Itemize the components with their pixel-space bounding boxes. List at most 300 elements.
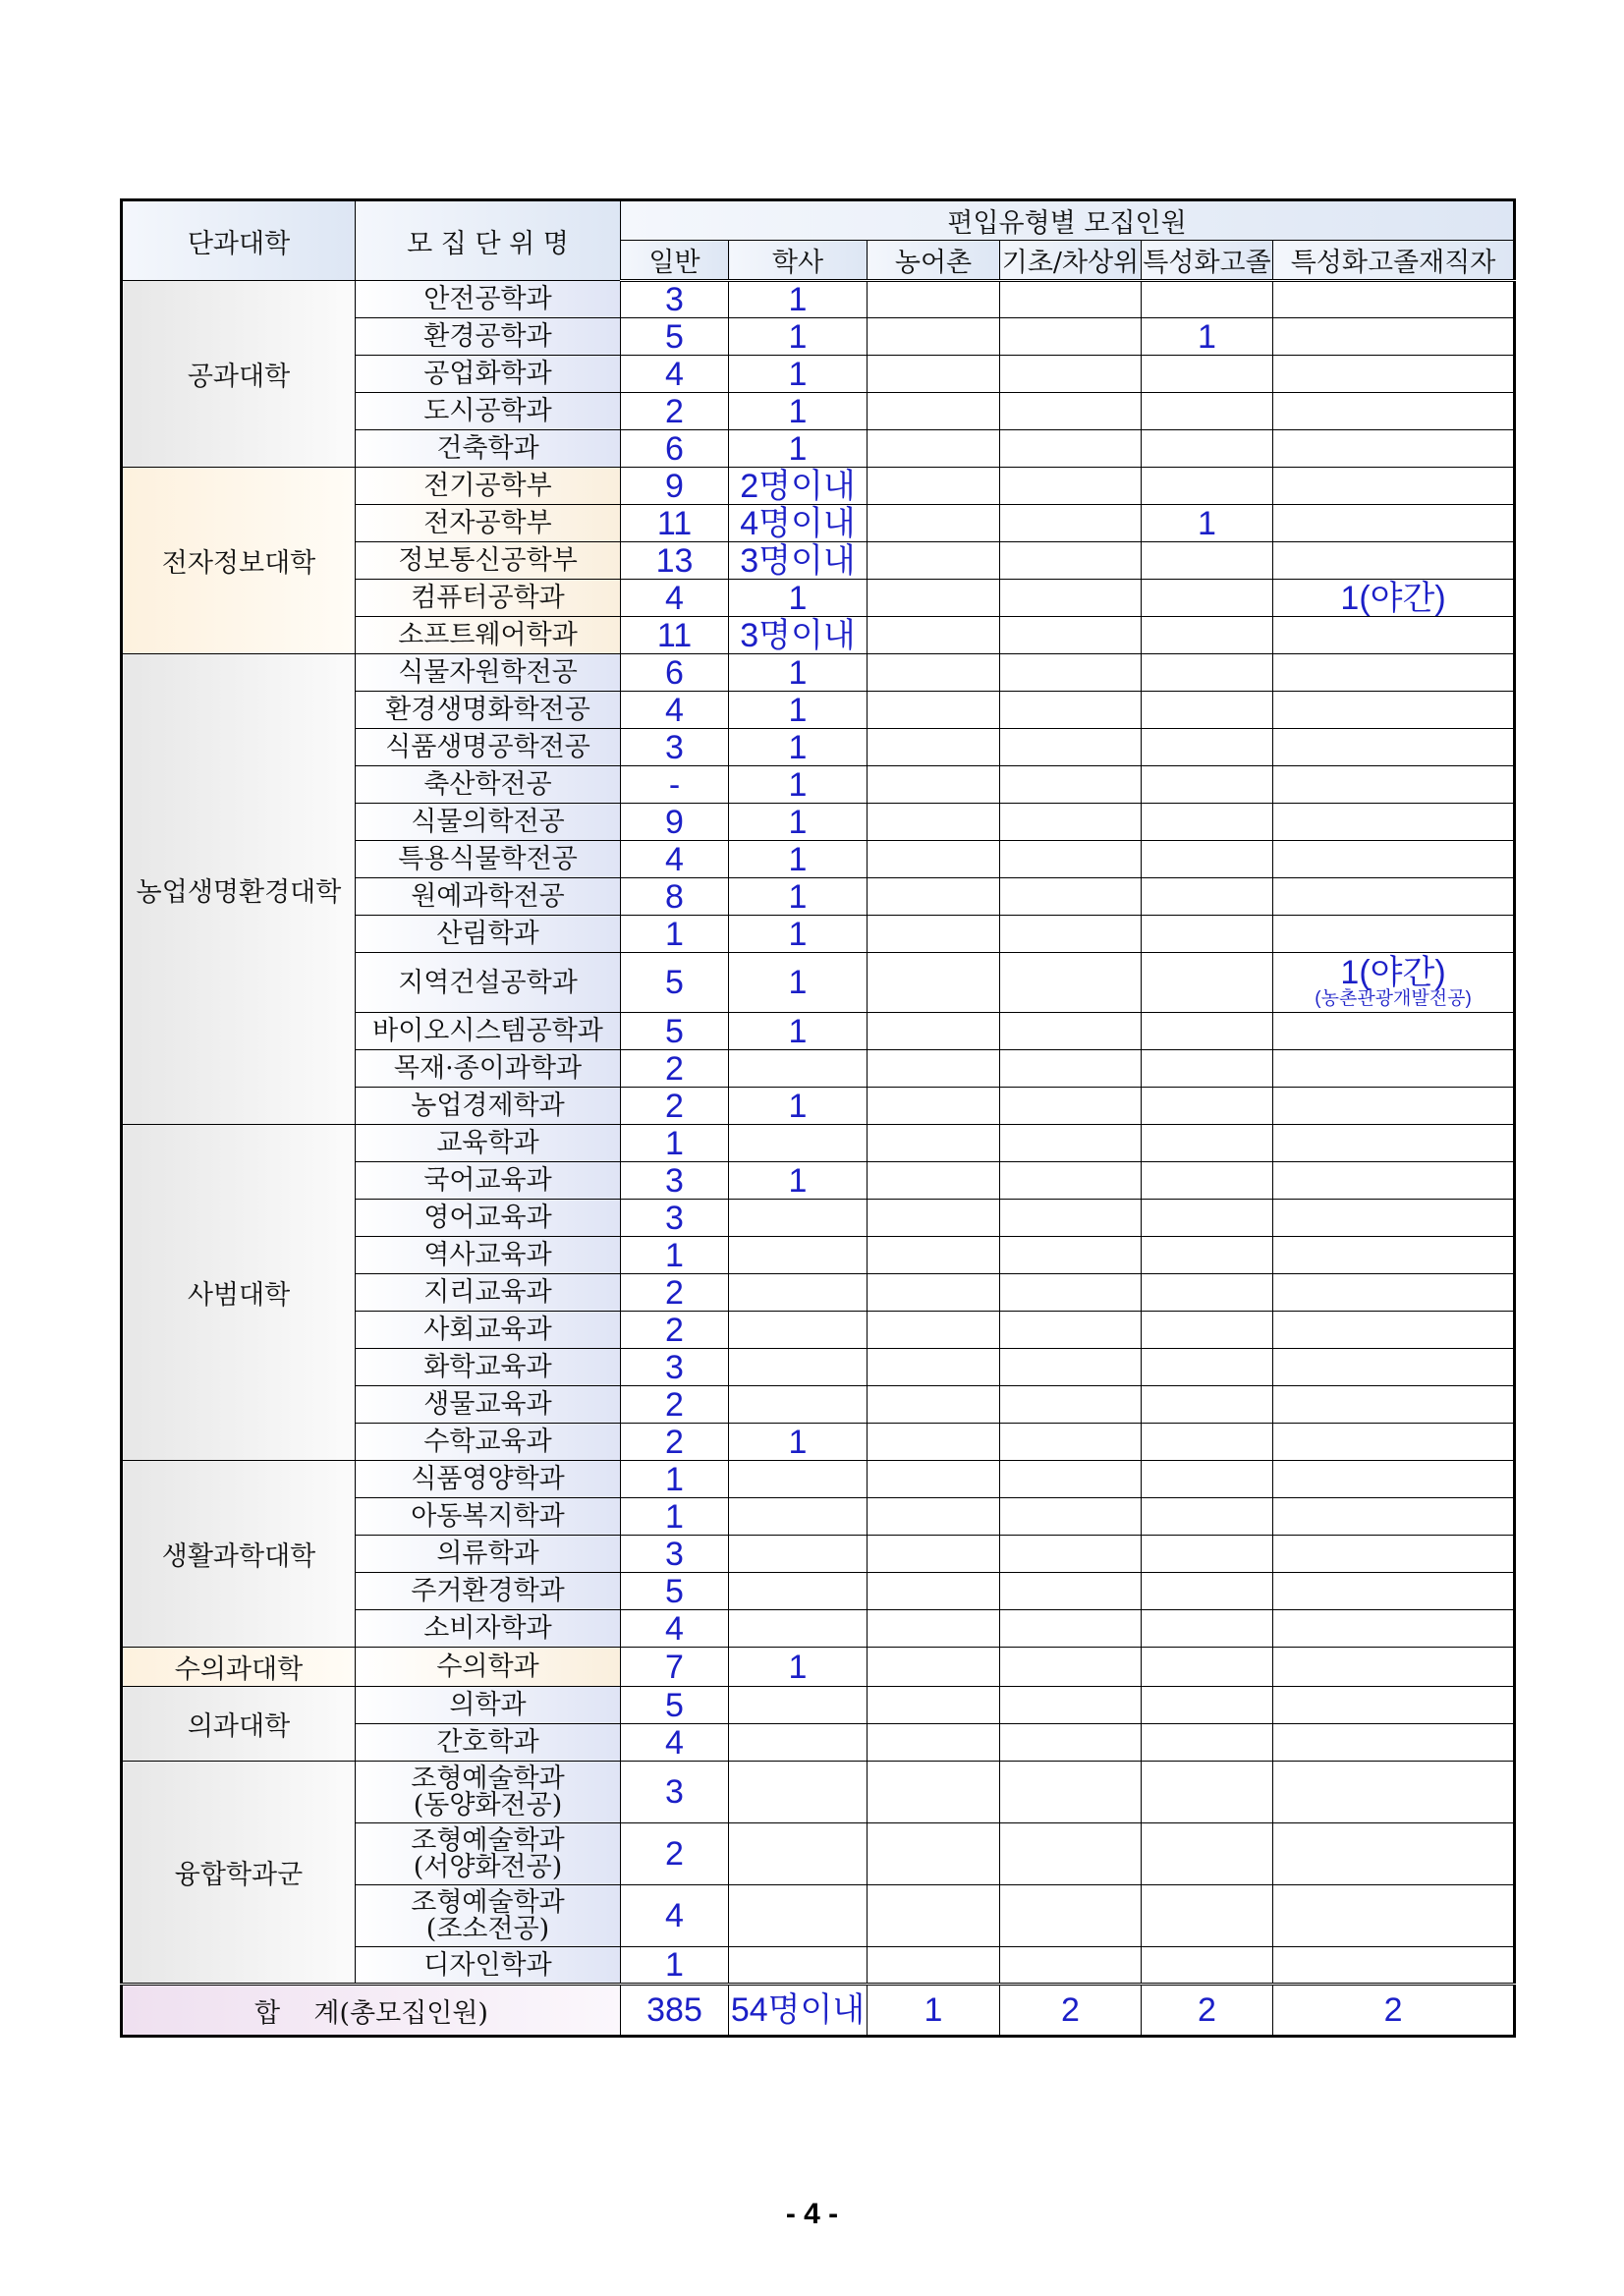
cell-low-income <box>1000 1947 1142 1985</box>
department-name: 환경생명화학전공 <box>356 692 621 729</box>
cell-general: 2 <box>621 1312 729 1349</box>
table-body <box>122 281 1515 1985</box>
department-name: 전기공학부 <box>356 468 621 505</box>
cell-rural <box>868 729 1000 766</box>
cell-bachelor: 1 <box>729 1013 868 1050</box>
cell-rural <box>868 654 1000 692</box>
cell-vocational-employed <box>1273 878 1515 916</box>
cell-vocational <box>1142 1088 1273 1125</box>
cell-bachelor: 1 <box>729 430 868 468</box>
cell-bachelor: 1 <box>729 281 868 318</box>
cell-general: 11 <box>621 505 729 542</box>
cell-bachelor: 1 <box>729 1648 868 1687</box>
cell-general: 5 <box>621 953 729 1013</box>
department-name: 교육학과 <box>356 1125 621 1162</box>
cell-vocational-employed <box>1273 617 1515 654</box>
cell-bachelor: 1 <box>729 1162 868 1200</box>
cell-vocational-employed <box>1273 281 1515 318</box>
department-name: 영어교육과 <box>356 1200 621 1237</box>
department-name: 의학과 <box>356 1687 621 1724</box>
college-name: 생활과학대학 <box>122 1461 356 1648</box>
header-row-top <box>122 200 1515 241</box>
cell-bachelor <box>729 1125 868 1162</box>
cell-low-income <box>1000 1687 1142 1724</box>
department-name: 식품영양학과 <box>356 1461 621 1498</box>
cell-low-income <box>1000 1536 1142 1573</box>
cell-vocational-employed <box>1273 1573 1515 1610</box>
department-name <box>356 1823 621 1885</box>
cell-vocational <box>1142 878 1273 916</box>
cell-rural <box>868 1648 1000 1687</box>
department-name-line2: (서양화전공) <box>413 1852 563 1882</box>
cell-general: 9 <box>621 804 729 841</box>
cell-vocational-employed <box>1273 766 1515 804</box>
cell-rural <box>868 916 1000 953</box>
cell-bachelor <box>729 1947 868 1985</box>
cell-low-income <box>1000 729 1142 766</box>
page-number: - 4 - <box>785 2198 839 2230</box>
college-name: 융합학과군 <box>122 1762 356 1985</box>
cell-general: 6 <box>621 430 729 468</box>
cell-low-income <box>1000 1823 1142 1885</box>
cell-vocational-employed <box>1273 1088 1515 1125</box>
total-label: 합 계(총모집인원) <box>122 1985 621 2037</box>
department-name-line1: 조형예술학과 <box>411 1825 565 1856</box>
cell-vocational-employed <box>1273 430 1515 468</box>
cell-general: 5 <box>621 1013 729 1050</box>
cell-vocational <box>1142 1312 1273 1349</box>
cell-general: 3 <box>621 1200 729 1237</box>
cell-general: 4 <box>621 692 729 729</box>
cell-general: 5 <box>621 1573 729 1610</box>
cell-general: 8 <box>621 878 729 916</box>
cell-general: 3 <box>621 1162 729 1200</box>
cell-rural <box>868 430 1000 468</box>
cell-vocational-employed <box>1273 1724 1515 1762</box>
cell-vocational-employed <box>1273 804 1515 841</box>
cell-vocational <box>1142 1573 1273 1610</box>
cell-vocational <box>1142 953 1273 1013</box>
department-name: 산림학과 <box>356 916 621 953</box>
cell-rural <box>868 1762 1000 1823</box>
cell-vocational-employed <box>1273 1424 1515 1461</box>
cell-low-income <box>1000 1648 1142 1687</box>
cell-general: 1 <box>621 1125 729 1162</box>
cell-vocational <box>1142 1162 1273 1200</box>
cell-bachelor: 1 <box>729 878 868 916</box>
cell-bachelor <box>729 1349 868 1386</box>
cell-general: 13 <box>621 542 729 580</box>
cell-vocational-employed <box>1273 1162 1515 1200</box>
cell-general: 3 <box>621 729 729 766</box>
cell-general: 1 <box>621 916 729 953</box>
department-name-line1: 조형예술학과 <box>411 1764 565 1794</box>
total-low-income: 2 <box>1000 1985 1142 2037</box>
college-name: 사범대학 <box>122 1125 356 1461</box>
cell-low-income <box>1000 953 1142 1013</box>
header-unit: 모 집 단 위 명 <box>356 200 621 281</box>
cell-value: 1(야간) <box>1340 954 1446 991</box>
cell-general: 2 <box>621 1088 729 1125</box>
cell-vocational-employed <box>1273 1050 1515 1088</box>
cell-low-income <box>1000 1088 1142 1125</box>
department-name: 컴퓨터공학과 <box>356 580 621 617</box>
department-name <box>356 1885 621 1947</box>
cell-vocational <box>1142 430 1273 468</box>
cell-low-income <box>1000 1349 1142 1386</box>
cell-general: 3 <box>621 1349 729 1386</box>
cell-vocational <box>1142 692 1273 729</box>
cell-low-income <box>1000 1724 1142 1762</box>
table-row <box>122 281 1515 318</box>
total-row <box>122 1985 1515 2037</box>
cell-rural <box>868 1312 1000 1349</box>
department-name: 농업경제학과 <box>356 1088 621 1125</box>
cell-low-income <box>1000 281 1142 318</box>
cell-general: 1 <box>621 1237 729 1274</box>
cell-vocational-employed <box>1273 542 1515 580</box>
cell-vocational-employed <box>1273 1885 1515 1947</box>
cell-general: - <box>621 766 729 804</box>
cell-general: 4 <box>621 356 729 393</box>
cell-general: 7 <box>621 1648 729 1687</box>
department-name: 전자공학부 <box>356 505 621 542</box>
cell-rural <box>868 1200 1000 1237</box>
cell-vocational-employed <box>1273 1349 1515 1386</box>
college-name: 전자정보대학 <box>122 468 356 654</box>
table-row <box>122 468 1515 505</box>
department-name: 축산학전공 <box>356 766 621 804</box>
cell-rural <box>868 1349 1000 1386</box>
cell-bachelor <box>729 1312 868 1349</box>
cell-general: 4 <box>621 1724 729 1762</box>
cell-low-income <box>1000 1573 1142 1610</box>
table-row <box>122 1648 1515 1687</box>
cell-rural <box>868 1424 1000 1461</box>
department-name: 주거환경학과 <box>356 1573 621 1610</box>
cell-bachelor <box>729 1823 868 1885</box>
cell-vocational <box>1142 729 1273 766</box>
department-name: 식물자원학전공 <box>356 654 621 692</box>
cell-general: 1 <box>621 1461 729 1498</box>
cell-rural <box>868 281 1000 318</box>
cell-vocational-employed <box>1273 468 1515 505</box>
department-name: 의류학과 <box>356 1536 621 1573</box>
cell-vocational-employed <box>1273 1687 1515 1724</box>
cell-general: 3 <box>621 1536 729 1573</box>
cell-rural <box>868 1498 1000 1536</box>
cell-rural <box>868 692 1000 729</box>
cell-bachelor: 1 <box>729 729 868 766</box>
header-col-bachelor: 학사 <box>729 241 868 281</box>
college-name: 수의과대학 <box>122 1648 356 1687</box>
cell-bachelor <box>729 1724 868 1762</box>
cell-bachelor: 3명이내 <box>729 542 868 580</box>
cell-rural <box>868 1573 1000 1610</box>
cell-vocational <box>1142 1274 1273 1312</box>
cell-low-income <box>1000 841 1142 878</box>
department-name: 바이오시스템공학과 <box>356 1013 621 1050</box>
cell-rural <box>868 1724 1000 1762</box>
department-name: 국어교육과 <box>356 1162 621 1200</box>
cell-rural <box>868 1125 1000 1162</box>
cell-vocational-employed <box>1273 505 1515 542</box>
cell-rural <box>868 505 1000 542</box>
cell-low-income <box>1000 1274 1142 1312</box>
cell-low-income <box>1000 468 1142 505</box>
department-name: 공업화학과 <box>356 356 621 393</box>
cell-low-income <box>1000 542 1142 580</box>
cell-rural <box>868 356 1000 393</box>
cell-vocational-employed <box>1273 1312 1515 1349</box>
table-row <box>122 1687 1515 1724</box>
cell-vocational-employed <box>1273 1013 1515 1050</box>
cell-general: 4 <box>621 580 729 617</box>
cell-rural <box>868 766 1000 804</box>
cell-vocational <box>1142 1050 1273 1088</box>
cell-vocational <box>1142 654 1273 692</box>
cell-vocational <box>1142 766 1273 804</box>
department-name: 지리교육과 <box>356 1274 621 1312</box>
cell-low-income <box>1000 692 1142 729</box>
cell-vocational-employed <box>1273 1200 1515 1237</box>
department-name: 지역건설공학과 <box>356 953 621 1013</box>
department-name: 건축학과 <box>356 430 621 468</box>
cell-vocational-employed <box>1273 1823 1515 1885</box>
cell-general: 2 <box>621 1050 729 1088</box>
cell-general: 9 <box>621 468 729 505</box>
total-rural: 1 <box>868 1985 1000 2037</box>
cell-note: (농촌관광개발전공) <box>1315 988 1472 1009</box>
cell-general: 1 <box>621 1947 729 1985</box>
department-name: 화학교육과 <box>356 1349 621 1386</box>
cell-bachelor <box>729 1498 868 1536</box>
cell-low-income <box>1000 878 1142 916</box>
cell-bachelor: 1 <box>729 318 868 356</box>
table-row <box>122 1125 1515 1162</box>
cell-bachelor: 3명이내 <box>729 617 868 654</box>
cell-vocational <box>1142 1687 1273 1724</box>
cell-general: 3 <box>621 281 729 318</box>
department-name: 환경공학과 <box>356 318 621 356</box>
cell-rural <box>868 542 1000 580</box>
cell-general: 2 <box>621 1424 729 1461</box>
cell-vocational <box>1142 1237 1273 1274</box>
cell-bachelor: 1 <box>729 692 868 729</box>
cell-vocational-employed <box>1273 1237 1515 1274</box>
cell-vocational <box>1142 1724 1273 1762</box>
cell-general: 2 <box>621 1823 729 1885</box>
cell-rural <box>868 1162 1000 1200</box>
recruitment-table <box>120 198 1516 2038</box>
cell-bachelor <box>729 1610 868 1648</box>
cell-rural <box>868 1461 1000 1498</box>
cell-vocational <box>1142 1498 1273 1536</box>
cell-rural <box>868 1050 1000 1088</box>
cell-low-income <box>1000 766 1142 804</box>
header-col-low-income: 기초/차상위 <box>1000 241 1142 281</box>
department-name: 수의학과 <box>356 1648 621 1687</box>
college-name: 농업생명환경대학 <box>122 654 356 1125</box>
cell-bachelor: 1 <box>729 393 868 430</box>
cell-low-income <box>1000 1162 1142 1200</box>
cell-low-income <box>1000 1424 1142 1461</box>
cell-vocational-employed: 1(야간) <box>1273 580 1515 617</box>
cell-vocational-employed <box>1273 841 1515 878</box>
cell-vocational <box>1142 393 1273 430</box>
cell-vocational <box>1142 281 1273 318</box>
cell-low-income <box>1000 617 1142 654</box>
cell-bachelor <box>729 1762 868 1823</box>
cell-vocational <box>1142 1536 1273 1573</box>
cell-vocational <box>1142 468 1273 505</box>
cell-general: 2 <box>621 393 729 430</box>
department-name: 소프트웨어학과 <box>356 617 621 654</box>
total-vocational: 2 <box>1142 1985 1273 2037</box>
cell-vocational-employed <box>1273 692 1515 729</box>
cell-rural <box>868 1947 1000 1985</box>
department-name: 소비자학과 <box>356 1610 621 1648</box>
cell-bachelor: 1 <box>729 841 868 878</box>
cell-vocational <box>1142 580 1273 617</box>
department-name-line1: 조형예술학과 <box>411 1887 565 1918</box>
cell-low-income <box>1000 1610 1142 1648</box>
cell-low-income <box>1000 318 1142 356</box>
cell-low-income <box>1000 654 1142 692</box>
cell-vocational-employed <box>1273 1386 1515 1424</box>
cell-vocational: 1 <box>1142 505 1273 542</box>
cell-low-income <box>1000 505 1142 542</box>
header-col-vocational-employed: 특성화고졸재직자 <box>1273 241 1515 281</box>
cell-rural <box>868 1610 1000 1648</box>
cell-rural <box>868 804 1000 841</box>
cell-bachelor: 1 <box>729 916 868 953</box>
college-name: 공과대학 <box>122 281 356 468</box>
cell-low-income <box>1000 1200 1142 1237</box>
cell-vocational-employed <box>1273 393 1515 430</box>
cell-vocational <box>1142 1125 1273 1162</box>
cell-vocational-employed <box>1273 1947 1515 1985</box>
cell-general: 4 <box>621 1610 729 1648</box>
cell-vocational-employed <box>1273 729 1515 766</box>
cell-vocational <box>1142 356 1273 393</box>
department-name: 식품생명공학전공 <box>356 729 621 766</box>
cell-rural <box>868 468 1000 505</box>
cell-general: 5 <box>621 1687 729 1724</box>
cell-vocational-employed <box>1273 356 1515 393</box>
cell-bachelor <box>729 1687 868 1724</box>
cell-vocational-employed <box>1273 1536 1515 1573</box>
cell-bachelor <box>729 1461 868 1498</box>
cell-rural <box>868 841 1000 878</box>
cell-vocational <box>1142 542 1273 580</box>
cell-low-income <box>1000 1386 1142 1424</box>
cell-low-income <box>1000 1013 1142 1050</box>
cell-low-income <box>1000 1885 1142 1947</box>
department-name: 사회교육과 <box>356 1312 621 1349</box>
department-name: 특용식물학전공 <box>356 841 621 878</box>
total-vocational-employed: 2 <box>1273 1985 1515 2037</box>
cell-vocational-employed <box>1273 1498 1515 1536</box>
cell-rural <box>868 1274 1000 1312</box>
table-row <box>122 1461 1515 1498</box>
cell-low-income <box>1000 580 1142 617</box>
department-name: 식물의학전공 <box>356 804 621 841</box>
table-row <box>122 654 1515 692</box>
cell-low-income <box>1000 1312 1142 1349</box>
cell-vocational-employed <box>1273 1610 1515 1648</box>
cell-bachelor: 1 <box>729 766 868 804</box>
department-name: 아동복지학과 <box>356 1498 621 1536</box>
cell-low-income <box>1000 1125 1142 1162</box>
cell-rural <box>868 953 1000 1013</box>
cell-bachelor: 1 <box>729 654 868 692</box>
department-name <box>356 1762 621 1823</box>
department-name-line2: (조소전공) <box>425 1914 550 1944</box>
total-general: 385 <box>621 1985 729 2037</box>
cell-vocational-employed <box>1273 953 1515 1013</box>
cell-low-income <box>1000 356 1142 393</box>
department-name: 생물교육과 <box>356 1386 621 1424</box>
cell-vocational-employed <box>1273 1461 1515 1498</box>
cell-vocational-employed <box>1273 1762 1515 1823</box>
cell-low-income <box>1000 1461 1142 1498</box>
table-row <box>122 1762 1515 1823</box>
cell-rural <box>868 1013 1000 1050</box>
cell-vocational-employed <box>1273 1125 1515 1162</box>
cell-bachelor <box>729 1386 868 1424</box>
cell-vocational-employed <box>1273 1274 1515 1312</box>
department-name: 디자인학과 <box>356 1947 621 1985</box>
cell-low-income <box>1000 1762 1142 1823</box>
cell-vocational-employed <box>1273 1648 1515 1687</box>
header-col-rural: 농어촌 <box>868 241 1000 281</box>
cell-rural <box>868 393 1000 430</box>
cell-rural <box>868 1823 1000 1885</box>
department-name: 안전공학과 <box>356 281 621 318</box>
cell-general: 1 <box>621 1498 729 1536</box>
cell-vocational-employed <box>1273 916 1515 953</box>
cell-bachelor <box>729 1274 868 1312</box>
cell-rural <box>868 617 1000 654</box>
cell-rural <box>868 878 1000 916</box>
cell-vocational-employed <box>1273 654 1515 692</box>
cell-bachelor <box>729 1885 868 1947</box>
cell-bachelor: 1 <box>729 804 868 841</box>
cell-general: 4 <box>621 1885 729 1947</box>
cell-bachelor <box>729 1200 868 1237</box>
cell-vocational <box>1142 1013 1273 1050</box>
cell-vocational <box>1142 1947 1273 1985</box>
cell-bachelor: 1 <box>729 1088 868 1125</box>
cell-rural <box>868 1237 1000 1274</box>
cell-low-income <box>1000 430 1142 468</box>
cell-bachelor: 1 <box>729 1424 868 1461</box>
cell-vocational <box>1142 1885 1273 1947</box>
cell-general: 2 <box>621 1274 729 1312</box>
cell-rural <box>868 580 1000 617</box>
header-col-vocational: 특성화고졸 <box>1142 241 1273 281</box>
department-name: 도시공학과 <box>356 393 621 430</box>
cell-vocational-employed <box>1273 318 1515 356</box>
cell-bachelor <box>729 1237 868 1274</box>
cell-vocational <box>1142 916 1273 953</box>
header-col-general: 일반 <box>621 241 729 281</box>
cell-bachelor: 1 <box>729 356 868 393</box>
header-group: 편입유형별 모집인원 <box>621 200 1515 241</box>
cell-low-income <box>1000 804 1142 841</box>
department-name-line2: (동양화전공) <box>413 1790 563 1820</box>
